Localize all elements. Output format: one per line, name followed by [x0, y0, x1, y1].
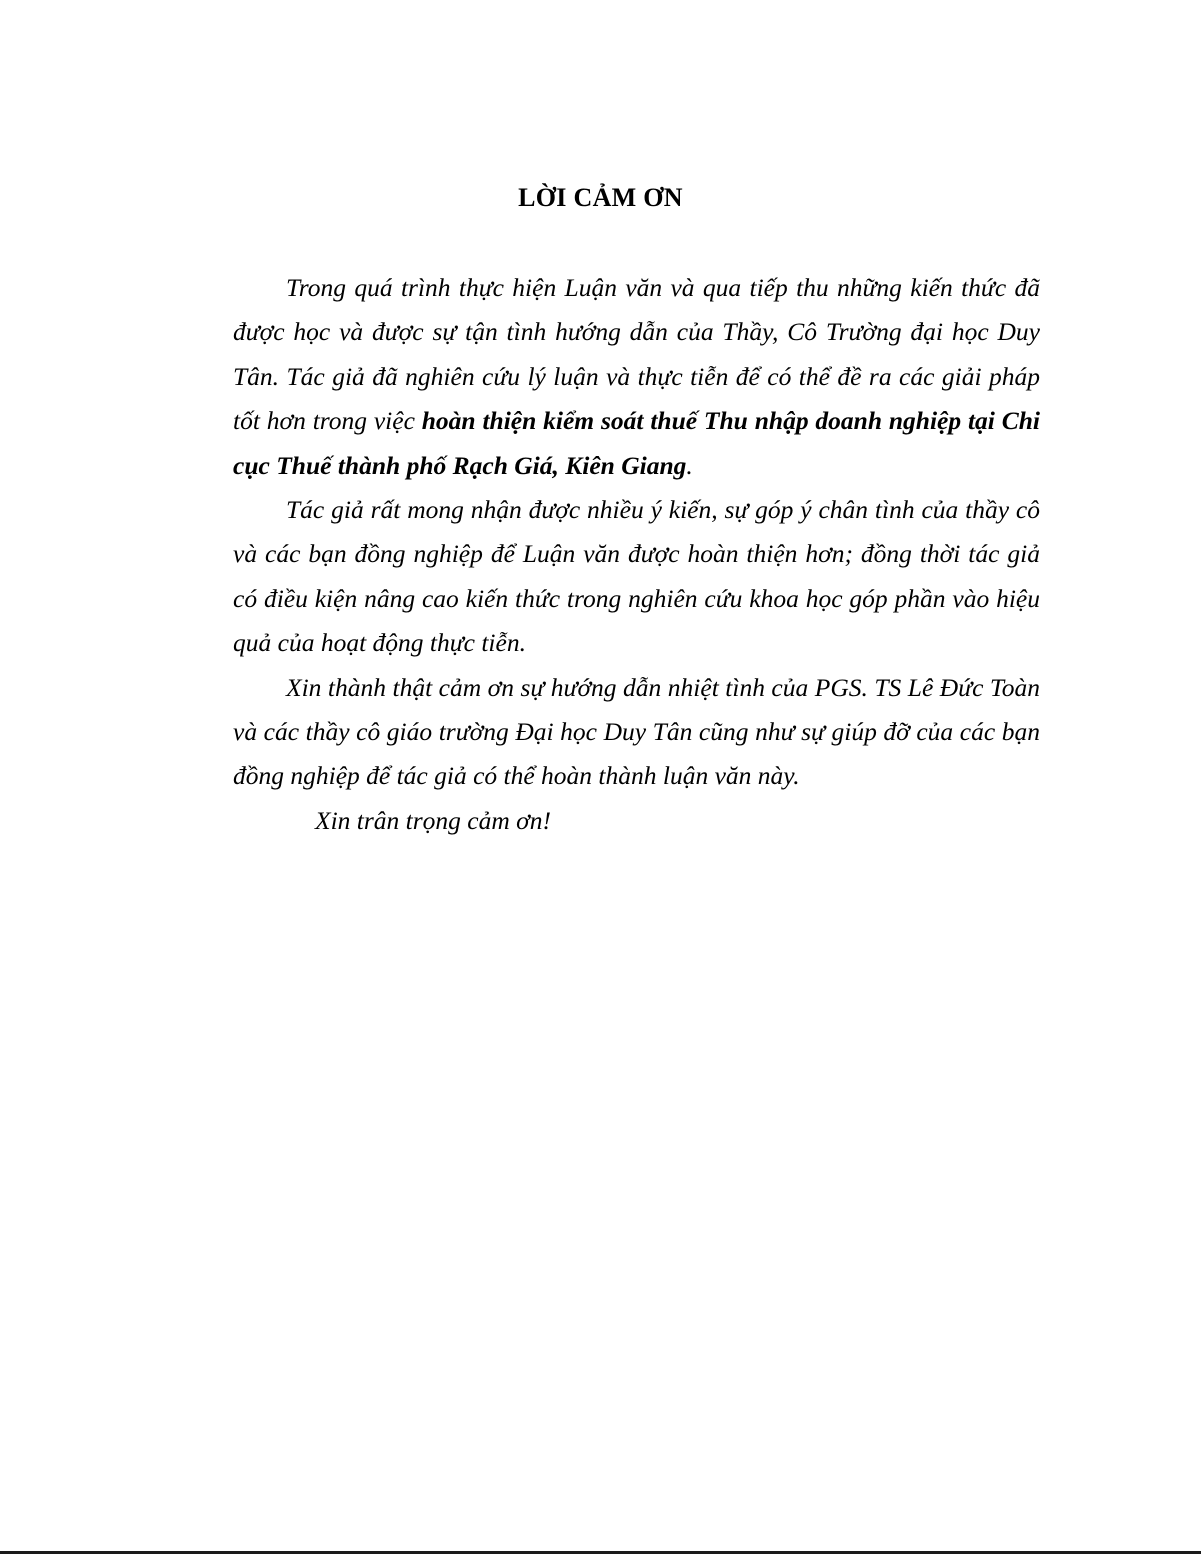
paragraph-study-context — [233, 266, 1040, 488]
paragraph-1-end: . — [686, 450, 693, 480]
paragraph-1-text: Trong quá trình thực hiện Luận văn và qua tiếp thu những kiến thức đã được học và được sự tận tình hướng dẫn của Thầy, Cô Trường đại học Duy Tân. Tác giả đã nghiên cứu lý luận và thực tiễn để có thể đề ra các giải pháp tốt hơn trong việc — [233, 273, 1040, 436]
paragraph-thanks: Xin thành thật cảm ơn sự hướng dẫn nhiệt tình của PGS. TS Lê Đức Toàn và các thầy cô giáo trường Đại học Duy Tân cũng như sự giúp đỡ của các bạn đồng nghiệp để tác giả có thể hoàn thành luận văn này. — [233, 672, 1040, 791]
closing-line: Xin trân trọng cảm ơn! — [315, 805, 552, 835]
thesis-topic-emphasis: hoàn thiện kiểm soát thuế Thu nhập doanh nghiệp tại Chi cục Thuế thành phố Rạch Giá, Kiên Giang — [233, 406, 1040, 480]
page-title: LỜI CẢM ƠN — [518, 183, 683, 212]
acknowledgement-body — [233, 266, 1040, 843]
paragraph-feedback-request: Tác giả rất mong nhận được nhiều ý kiến, sự góp ý chân tình của thầy cô và các bạn đồng nghiệp để Luận văn được hoàn thiện hơn; đồng thời tác giả có điều kiện nâng cao kiến thức trong nghiên cứu khoa học góp phần vào hiệu quả của hoạt động thực tiễn. — [233, 495, 1040, 658]
